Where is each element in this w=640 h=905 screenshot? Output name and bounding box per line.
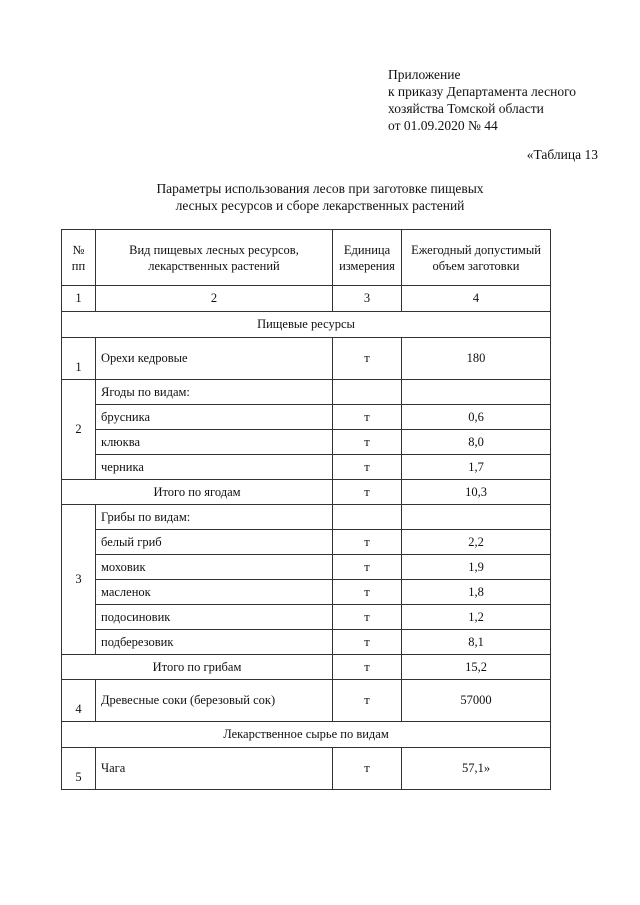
- resource-unit: т: [333, 555, 402, 580]
- table-row: [62, 630, 551, 655]
- table-row: [62, 530, 551, 555]
- column-number: 2: [96, 286, 333, 312]
- column-number: 4: [402, 286, 551, 312]
- title-line: лесных ресурсов и сборе лекарственных растений: [175, 198, 465, 213]
- resource-unit: т: [333, 455, 402, 480]
- resource-volume: 1,8: [402, 580, 551, 605]
- resource-volume: 1,7: [402, 455, 551, 480]
- appendix-line: хозяйства Томской области: [388, 101, 544, 116]
- resource-volume: 1,9: [402, 555, 551, 580]
- total-unit: т: [333, 655, 402, 680]
- table-row: [62, 455, 551, 480]
- resource-volume: 8,1: [402, 630, 551, 655]
- resource-name: моховик: [96, 555, 333, 580]
- total-row: [62, 655, 551, 680]
- header-kind-line: Вид пищевых лесных ресурсов,: [129, 242, 299, 257]
- table-row: [62, 748, 551, 790]
- resource-volume: 2,2: [402, 530, 551, 555]
- section-row: [62, 722, 551, 748]
- header-num-symbol: №: [72, 242, 85, 257]
- table-row: [62, 555, 551, 580]
- header-volume: [402, 230, 551, 286]
- resource-volume: 8,0: [402, 430, 551, 455]
- resource-name: Чага: [96, 748, 333, 790]
- resource-unit: т: [333, 605, 402, 630]
- table-row: [62, 505, 551, 530]
- resource-name: Орехи кедровые: [96, 338, 333, 380]
- row-number: 2: [62, 380, 96, 480]
- resource-name: Древесные соки (березовый сок): [96, 680, 333, 722]
- document-title: [0, 180, 640, 214]
- resource-volume: 57,1»: [402, 748, 551, 790]
- resource-name: подосиновик: [96, 605, 333, 630]
- appendix-line: от 01.09.2020 № 44: [388, 118, 498, 133]
- group-heading: Грибы по видам:: [96, 505, 333, 530]
- header-num-abbr: пп: [71, 258, 86, 273]
- header-kind-line: лекарственных растений: [148, 258, 280, 273]
- resource-unit: т: [333, 748, 402, 790]
- group-heading: Ягоды по видам:: [96, 380, 333, 405]
- row-number: 5: [62, 748, 96, 790]
- table-row: [62, 405, 551, 430]
- section-food-title: Пищевые ресурсы: [62, 312, 551, 338]
- appendix-line: к приказу Департамента лесного: [388, 84, 577, 99]
- empty-cell: [333, 505, 402, 530]
- section-row: [62, 312, 551, 338]
- header-unit-line: Единица: [343, 242, 391, 257]
- resource-volume: 57000: [402, 680, 551, 722]
- resource-unit: т: [333, 405, 402, 430]
- column-number: 1: [62, 286, 96, 312]
- header-unit-line: измерения: [339, 258, 395, 273]
- table-row: [62, 338, 551, 380]
- resource-name: клюква: [96, 430, 333, 455]
- header-kind: [96, 230, 333, 286]
- table-row: [62, 605, 551, 630]
- table-row: [62, 430, 551, 455]
- resources-table: [61, 229, 551, 790]
- row-number: 3: [62, 505, 96, 655]
- header-num: [62, 230, 96, 286]
- row-number: 1: [62, 338, 96, 380]
- empty-cell: [402, 505, 551, 530]
- column-number-row: [62, 286, 551, 312]
- empty-cell: [333, 380, 402, 405]
- row-number: 4: [62, 680, 96, 722]
- section-medicinal-title: Лекарственное сырье по видам: [62, 722, 551, 748]
- resource-unit: т: [333, 680, 402, 722]
- resource-unit: т: [333, 338, 402, 380]
- resource-unit: т: [333, 530, 402, 555]
- resource-name: масленок: [96, 580, 333, 605]
- resource-volume: 180: [402, 338, 551, 380]
- header-volume-line: объем заготовки: [432, 258, 520, 273]
- appendix-header: [388, 66, 576, 134]
- empty-cell: [402, 380, 551, 405]
- total-label: Итого по грибам: [62, 655, 333, 680]
- title-line: Параметры использования лесов при заготовке пищевых: [156, 181, 484, 196]
- resource-unit: т: [333, 580, 402, 605]
- table-label: «Таблица 13: [526, 147, 598, 162]
- total-row: [62, 480, 551, 505]
- resource-unit: т: [333, 630, 402, 655]
- appendix-line: Приложение: [388, 67, 461, 82]
- resource-name: белый гриб: [96, 530, 333, 555]
- table-row: [62, 580, 551, 605]
- total-volume: 10,3: [402, 480, 551, 505]
- header-unit: [333, 230, 402, 286]
- resource-name: черника: [96, 455, 333, 480]
- resource-name: брусника: [96, 405, 333, 430]
- resource-volume: 0,6: [402, 405, 551, 430]
- total-label: Итого по ягодам: [62, 480, 333, 505]
- resource-name: подберезовик: [96, 630, 333, 655]
- resource-unit: т: [333, 430, 402, 455]
- total-unit: т: [333, 480, 402, 505]
- table-header-row: [62, 230, 551, 286]
- table-row: [62, 680, 551, 722]
- resource-volume: 1,2: [402, 605, 551, 630]
- table-row: [62, 380, 551, 405]
- total-volume: 15,2: [402, 655, 551, 680]
- header-volume-line: Ежегодный допустимый: [411, 242, 541, 257]
- column-number: 3: [333, 286, 402, 312]
